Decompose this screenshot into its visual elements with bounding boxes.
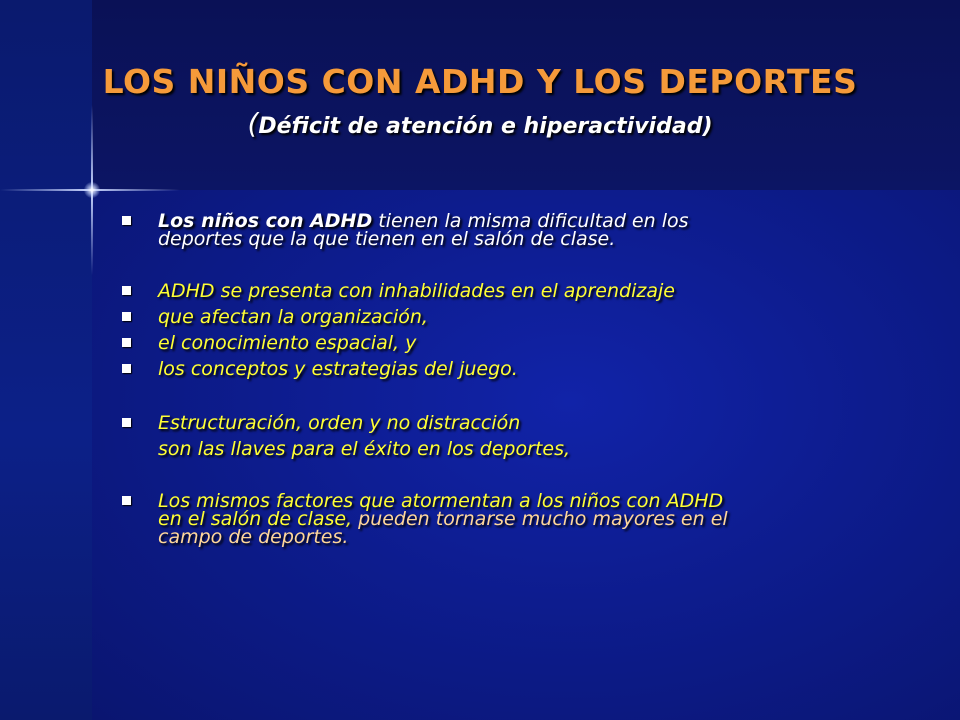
bullet-text: Estructuración, orden y no distracción	[158, 412, 521, 434]
bullet-square-icon	[122, 496, 131, 505]
subtitle-paren: (	[247, 107, 259, 140]
bullet-list	[118, 212, 908, 546]
bullet-text: son las llaves para el éxito en los deportes,	[158, 438, 571, 460]
bullet-item	[118, 334, 908, 352]
bullet-text-line2: deportes que la que tienen en el salón de clase.	[158, 228, 616, 250]
bullet-text: los conceptos y estrategias del juego.	[158, 358, 518, 380]
bullet-text-line2a: en el salón de clase,	[158, 508, 353, 530]
bullet-square-icon	[122, 364, 131, 373]
bullet-text: el conocimiento espacial, y	[158, 332, 417, 354]
bullet-square-icon	[122, 312, 131, 321]
bullet-text: tienen la misma dificultad en los	[372, 210, 689, 232]
subtitle-text: Déficit de atención e hiperactividad)	[258, 114, 713, 139]
sparkle-star-icon	[84, 182, 100, 198]
bullet-square-icon	[122, 338, 131, 347]
bullet-text-line3: campo de deportes.	[158, 526, 349, 548]
bullet-text: que afectan la organización,	[158, 306, 428, 328]
bullet-item	[118, 492, 908, 546]
slide-subtitle	[0, 107, 960, 140]
bullet-text: ADHD se presenta con inhabilidades en el aprendizaje	[158, 280, 675, 302]
bullet-item	[118, 360, 908, 378]
bullet-square-icon	[122, 286, 131, 295]
bullet-item	[118, 282, 908, 300]
bullet-item	[118, 414, 908, 432]
bullet-item	[118, 212, 908, 248]
slide-title: LOS NIÑOS CON ADHD Y LOS DEPORTES	[102, 62, 858, 101]
bullet-text-line2b: pueden tornarse mucho mayores en el	[352, 508, 728, 530]
bullet-text-line1: Los mismos factores que atormentan a los niños con ADHD	[158, 490, 724, 512]
bullet-continuation	[118, 440, 908, 458]
bullet-square-icon	[122, 216, 131, 225]
slide-title-block	[0, 62, 960, 140]
bullet-square-icon	[122, 418, 131, 427]
bullet-item	[118, 308, 908, 326]
bullet-bold-text: Los niños con ADHD	[158, 210, 373, 232]
